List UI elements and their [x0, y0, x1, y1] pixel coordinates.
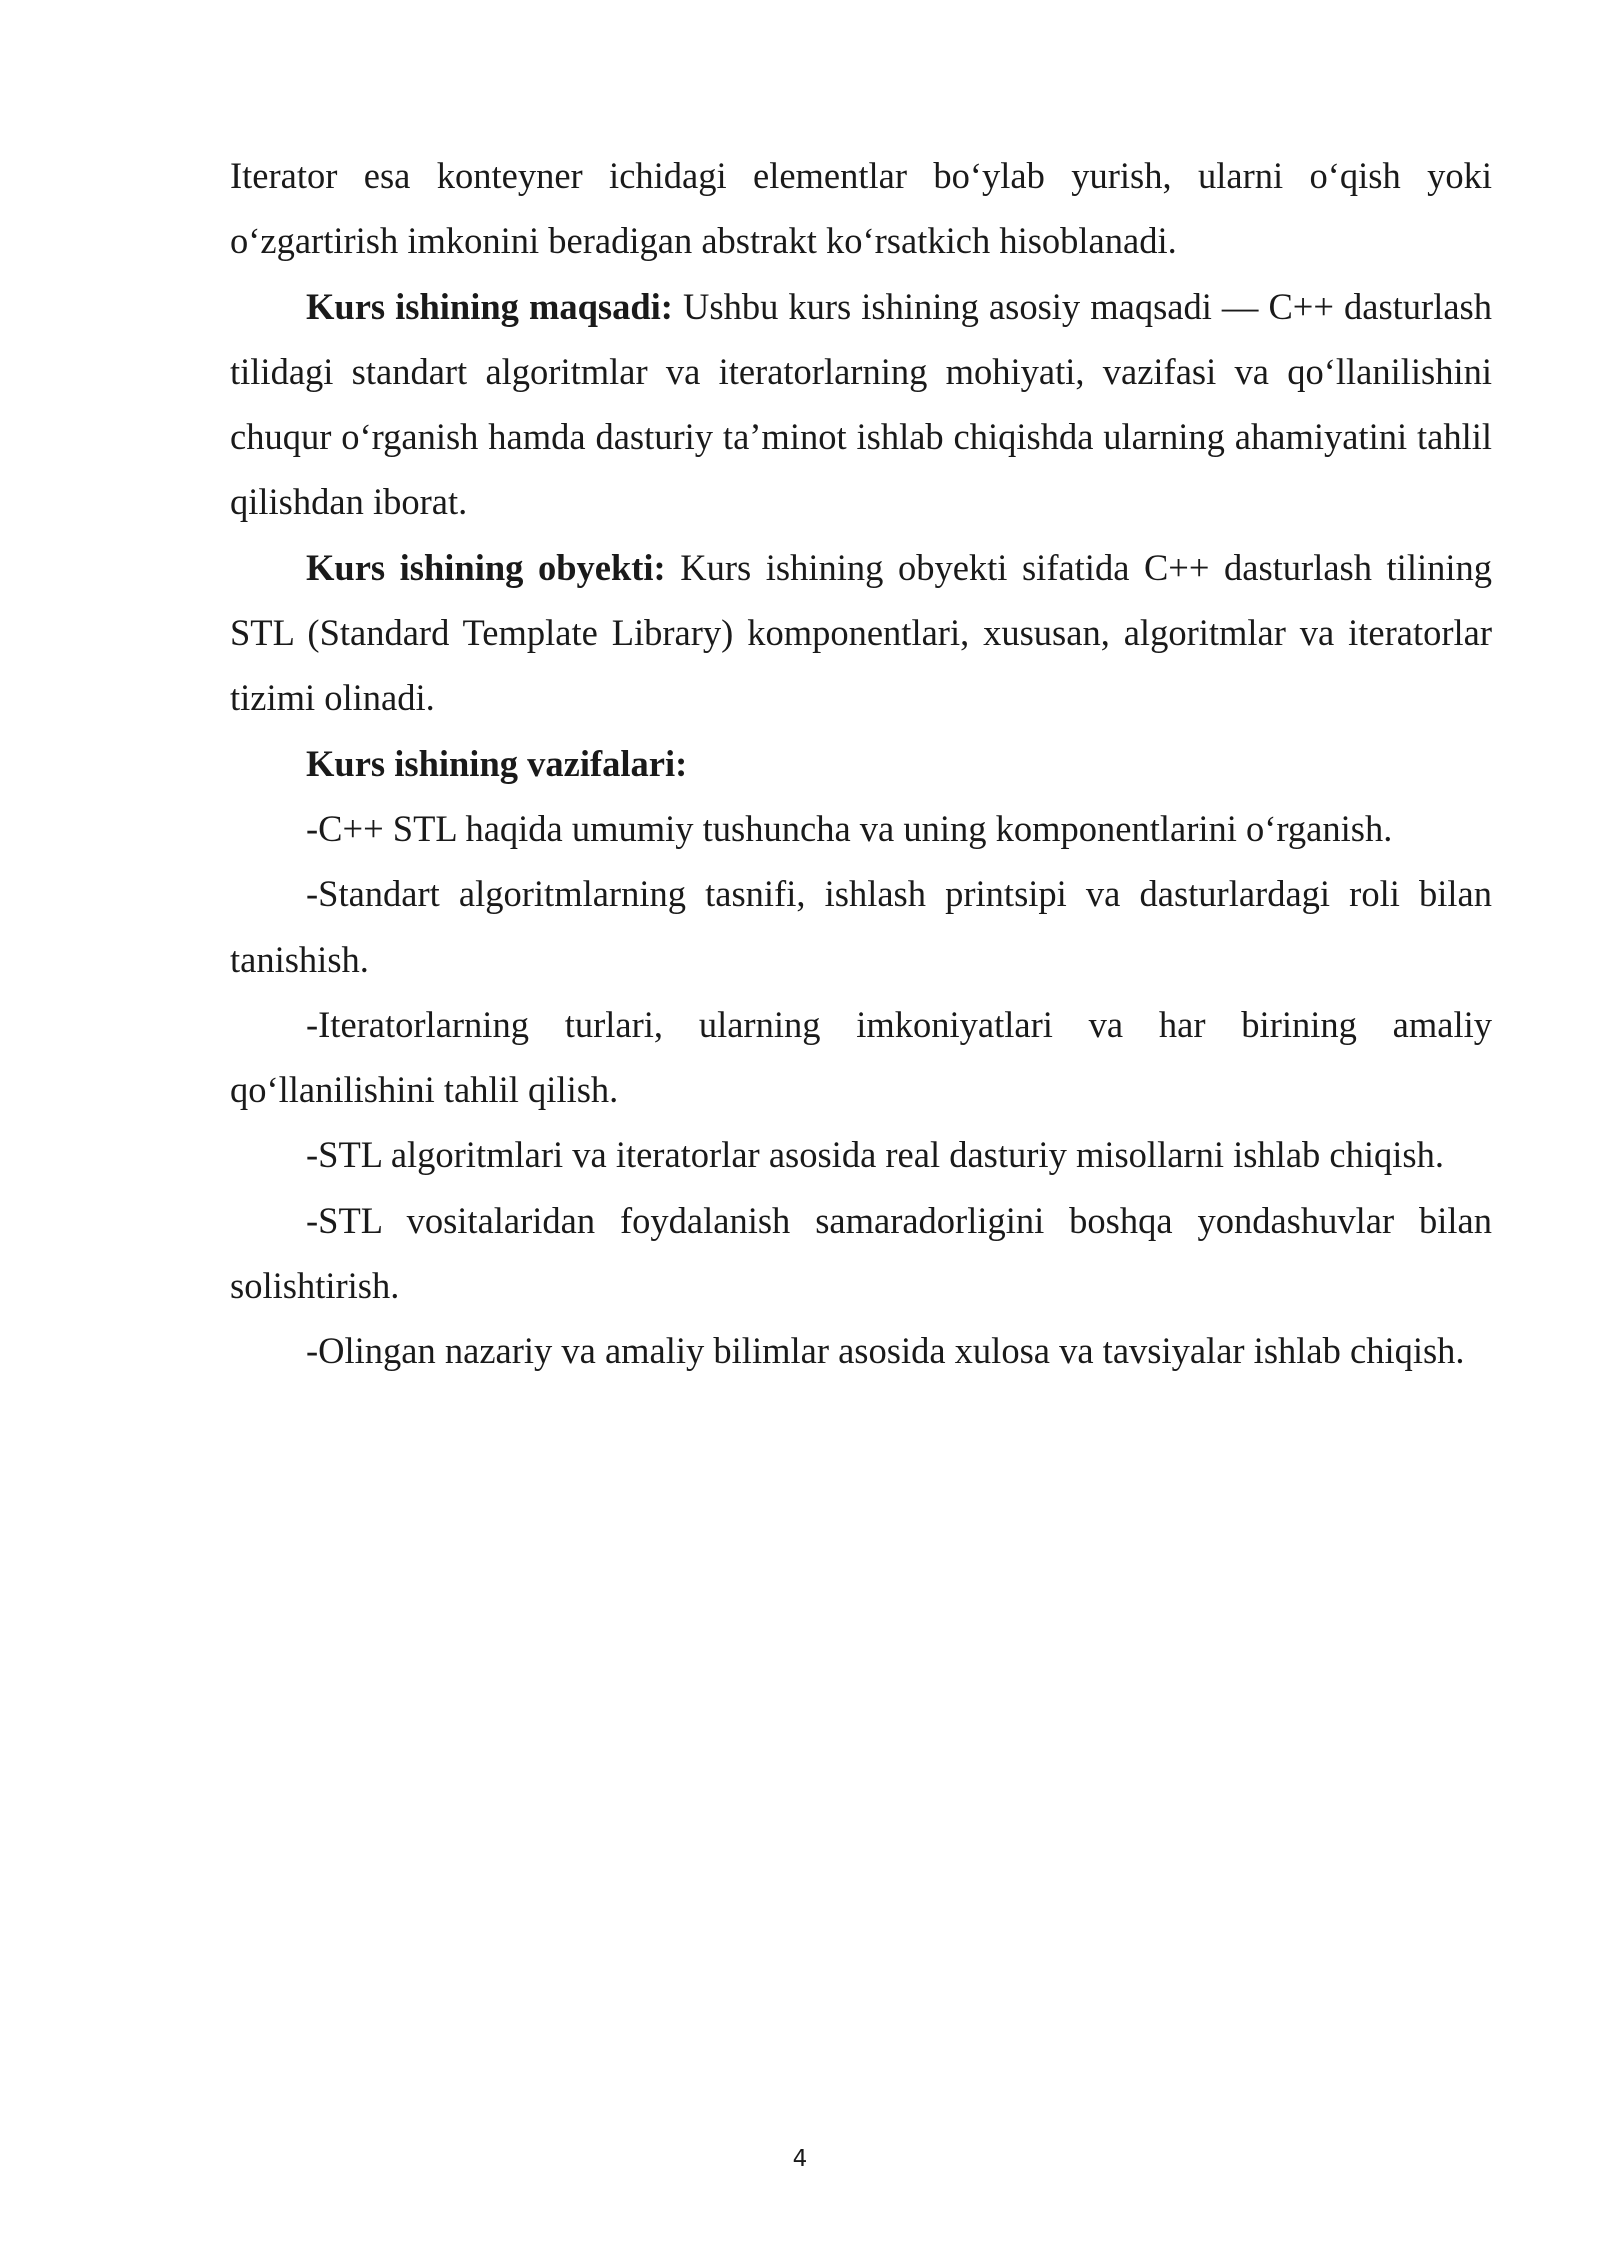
task-item — [230, 1318, 1492, 1383]
goal-heading: Kurs ishining maqsadi: — [306, 285, 673, 327]
task-item — [230, 1122, 1492, 1187]
task-item-text: -Standart algoritmlarning tasnifi, ishlash printsipi va dasturlardagi roli bilan tanishish. — [230, 873, 1492, 980]
task-item-text: -STL algoritmlari va iteratorlar asosida real dasturiy misollarni ishlab chiqish. — [306, 1134, 1444, 1176]
object-paragraph-text: Kurs ishining obyekti sifatida C++ dasturlash tilining STL (Standard Template Library) komponentlari, xususan, algoritmlar va iteratorlar tizimi olinadi. — [230, 546, 1492, 719]
tasks-heading-paragraph — [230, 731, 1492, 796]
task-item — [230, 992, 1492, 1123]
object-paragraph — [230, 535, 1492, 731]
tasks-heading: Kurs ishining vazifalari: — [306, 742, 688, 784]
goal-paragraph — [230, 274, 1492, 535]
task-item-text: -Olingan nazariy va amaliy bilimlar asosida xulosa va tavsiyalar ishlab chiqish. — [306, 1330, 1465, 1372]
task-item-text: -Iteratorlarning turlari, ularning imkoniyatlari va har birining amaliy qo‘llanilishini tahlil qilish. — [230, 1003, 1492, 1111]
page-body — [230, 143, 1492, 1384]
object-heading: Kurs ishining obyekti: — [306, 546, 666, 588]
task-item — [230, 1188, 1492, 1319]
intro-paragraph-text: Iterator esa konteyner ichidagi elementlar bo‘ylab yurish, ularni o‘qish yoki o‘zgartirish imkonini beradigan abstrakt ko‘rsatkich hisoblanadi. — [230, 155, 1492, 262]
task-item — [230, 796, 1492, 861]
goal-paragraph-text: Ushbu kurs ishining asosiy maqsadi — C++ dasturlash tilidagi standart algoritmlar va iteratorlarning mohiyati, vazifasi va qo‘llanilishini chuqur o‘rganish hamda dasturiy ta’minot ishlab chiqishda ularning ahamiyatini tahlil qilishdan iborat. — [230, 285, 1493, 523]
task-item-text: -C++ STL haqida umumiy tushuncha va uning komponentlarini o‘rganish. — [306, 807, 1393, 849]
page-number: 4 — [792, 2146, 808, 2172]
task-item-text: -STL vositalaridan foydalanish samaradorligini boshqa yondashuvlar bilan solishtirish. — [230, 1199, 1492, 1307]
task-item — [230, 861, 1492, 992]
intro-paragraph — [230, 143, 1492, 274]
